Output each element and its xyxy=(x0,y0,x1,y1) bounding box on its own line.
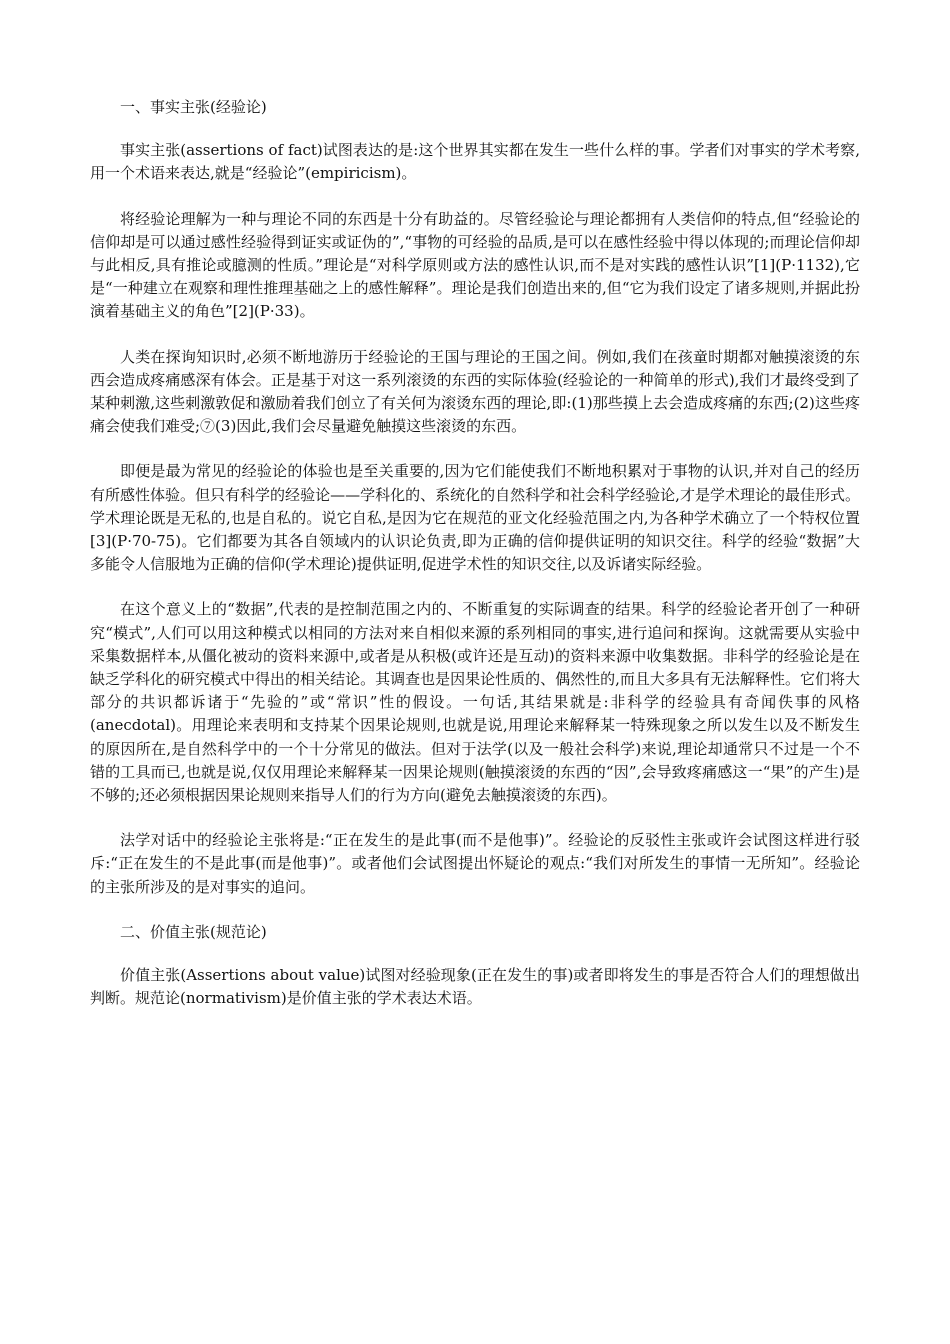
paragraph: 即便是最为常见的经验论的体验也是至关重要的,因为它们能使我们不断地积累对于事物的认识,并对自己的经历有所感性体验。但只有科学的经验论——学科化的、系统化的自然科学和社会科学经验论,才是学术理论的最佳形式。学术理论既是无私的,也是自私的。说它自私,是因为它在规范的亚文化经验范围之内,为各种学术确立了一个特权位置[3](P·70-75)。它们都要为其各自领域内的认识论负责,即为正确的信仰提供证明的知识交往。科学的经验“数据”大多能令人信服地为正确的信仰(学术理论)提供证明,促进学术性的知识交往,以及诉诸实际经验。 xyxy=(90,462,860,574)
paragraph: 将经验论理解为一种与理论不同的东西是十分有助益的。尽管经验论与理论都拥有人类信仰的特点,但“经验论的信仰却是可以通过感性经验得到证实或证伪的”,“事物的可经验的品质,是可以在感性经验中得以体现的;而理论信仰却与此相反,具有推论或臆测的性质。”理论是“对科学原则或方法的感性认识,而不是对实践的感性认识”[1](P·1132),它是“一种建立在观察和理性推理基础之上的感性解释”。理论是我们创造出来的,但“它为我们设定了诸多规则,并据此扮演着基础主义的角色”[2](P·33)。 xyxy=(90,209,860,321)
section-heading-1: 一、事实主张(经验论) xyxy=(120,98,267,116)
paragraph: 在这个意义上的“数据”,代表的是控制范围之内的、不断重复的实际调查的结果。科学的经验论者开创了一种研究“模式”,人们可以用这种模式以相同的方法对来自相似来源的系列相同的事实,进行追问和探询。这就需要从实验中采集数据样本,从僵化被动的资料来源中,或者是从积极(或许还是互动)的资料来源中收集数据。非科学的经验论是在缺乏学科化的研究模式中得出的相关结论。其调查也是因果论性质的、偶然性的,而且大多具有无法解释性。它们将大部分的共识都诉诸于“先验的”或“常识”性的假设。一句话,其结果就是:非科学的经验具有奇闻佚事的风格(anecdotal)。用理论来表明和支持某个因果论规则,也就是说,用理论来解释某一特殊现象之所以发生以及不断发生的原因所在,是自然科学中的一个十分常见的做法。但对于法学(以及一般社会科学)来说,理论却通常只不过是一个不错的工具而已,也就是说,仅仅用理论来解释某一因果论规则(触摸滚烫的东西的“因”,会导致疼痛感这一“果”的产生)是不够的;还必须根据因果论规则来指导人们的行为方向(避免去触摸滚烫的东西)。 xyxy=(90,600,860,805)
paragraph: 法学对话中的经验论主张将是:“正在发生的是此事(而不是他事)”。经验论的反驳性主张或许会试图这样进行驳斥:“正在发生的不是此事(而是他事)”。或者他们会试图提出怀疑论的观点:“我们对所发生的事情一无所知”。经验论的主张所涉及的是对事实的追问。 xyxy=(90,831,860,896)
paragraph: 事实主张(assertions of fact)试图表达的是:这个世界其实都在发生一些什么样的事。学者们对事实的学术考察,用一个术语来表达,就是“经验论”(empiricism)。 xyxy=(90,141,860,183)
document-page xyxy=(90,96,860,1033)
paragraph: 人类在探询知识时,必须不断地游历于经验论的王国与理论的王国之间。例如,我们在孩童时期都对触摸滚烫的东西会造成疼痛感深有体会。正是基于对这一系列滚烫的东西的实际体验(经验论的一种简单的形式),我们才最终受到了某种刺激,这些刺激敦促和激励着我们创立了有关何为滚烫东西的理论,即:(1)那些摸上去会造成疼痛的东西;(2)这些疼痛会使我们难受;⑦(3)因此,我们会尽量避免触摸这些滚烫的东西。 xyxy=(90,347,860,436)
section-heading-2: 二、价值主张(规范论) xyxy=(120,922,267,941)
paragraph: 价值主张(Assertions about value)试图对经验现象(正在发生的事)或者即将发生的事是否符合人们的理想做出判断。规范论(normativism)是价值主张的学术表达术语。 xyxy=(90,966,860,1008)
